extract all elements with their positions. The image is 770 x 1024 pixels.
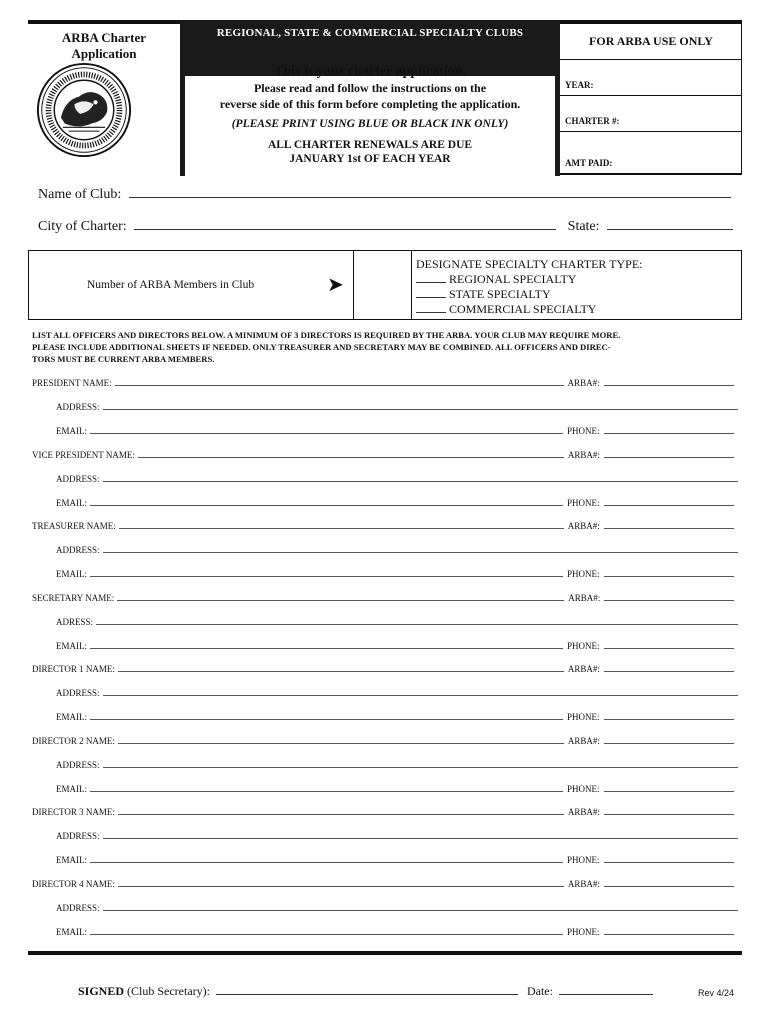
officer-address-field[interactable] xyxy=(103,474,738,482)
officer-address-row xyxy=(56,688,742,698)
officer-name-label: SECRETARY NAME: xyxy=(32,592,115,603)
officer-email-row xyxy=(56,498,742,508)
arba-seal-logo xyxy=(36,62,132,158)
officer-name-label: DIRECTOR 4 NAME: xyxy=(32,878,115,889)
signed-label: SIGNED xyxy=(78,984,125,998)
officer-phone-field[interactable] xyxy=(604,712,734,720)
officer-address-label: ADDRESS: xyxy=(56,902,100,913)
officer-email-label: EMAIL: xyxy=(56,712,87,722)
state-field[interactable] xyxy=(607,218,733,230)
state-check-line[interactable] xyxy=(416,288,446,298)
city-field[interactable] xyxy=(134,218,556,230)
officer-phone-label: PHONE: xyxy=(567,712,600,722)
officer-email-field[interactable] xyxy=(90,426,563,434)
officer-name-field[interactable] xyxy=(118,664,564,672)
officer-email-field[interactable] xyxy=(90,498,563,506)
officer-arba-label: ARBA#: xyxy=(567,521,600,531)
officer-arba-label: ARBA#: xyxy=(568,592,601,603)
officer-address-field[interactable] xyxy=(103,760,738,768)
year-field[interactable]: YEAR: xyxy=(560,60,742,96)
officer-arba-field[interactable] xyxy=(604,521,734,529)
commercial-check-line[interactable] xyxy=(416,303,446,313)
officer-address-field[interactable] xyxy=(96,617,738,625)
officer-arba-field[interactable] xyxy=(604,378,734,386)
officer-name-row xyxy=(32,521,742,531)
officer-name-row xyxy=(32,807,742,817)
officer-phone-label: PHONE: xyxy=(567,783,600,794)
officer-arba-field[interactable] xyxy=(604,807,734,815)
officer-arba-label: ARBA#: xyxy=(567,878,600,889)
date-label: Date: xyxy=(526,984,553,998)
officer-name-field[interactable] xyxy=(115,378,564,386)
instruction-line: TORS MUST BE CURRENT ARBA MEMBERS. xyxy=(32,354,215,364)
officer-address-label: ADDRESS: xyxy=(56,831,100,841)
officer-email-field[interactable] xyxy=(90,927,563,935)
officer-email-label: EMAIL: xyxy=(56,926,87,937)
officer-arba-field[interactable] xyxy=(604,593,734,601)
notice-line: reverse side of this form before completing the application. xyxy=(219,97,521,111)
charter-type-option-commercial[interactable] xyxy=(416,302,643,317)
officer-name-row xyxy=(32,593,742,603)
officer-phone-field[interactable] xyxy=(604,927,734,935)
signature-row xyxy=(78,983,653,999)
officer-email-label: EMAIL: xyxy=(56,426,87,436)
officer-address-row xyxy=(56,760,742,770)
officer-email-row xyxy=(56,569,742,579)
officer-email-label: EMAIL: xyxy=(56,783,87,794)
officer-email-label: EMAIL: xyxy=(56,855,87,865)
officer-arba-field[interactable] xyxy=(604,450,734,458)
renewal-notice: ALL CHARTER RENEWALS ARE DUE xyxy=(267,139,473,151)
signed-suffix: (Club Secretary): xyxy=(127,984,210,998)
officer-name-field[interactable] xyxy=(118,879,564,887)
clubs-banner: REGIONAL, STATE & COMMERCIAL SPECIALTY CLUBS xyxy=(216,27,524,39)
ink-instruction: (PLEASE PRINT USING BLUE OR BLACK INK ONLY) xyxy=(231,118,509,130)
officer-email-field[interactable] xyxy=(90,641,563,649)
officer-phone-label: PHONE: xyxy=(567,855,600,865)
officer-name-label: DIRECTOR 3 NAME: xyxy=(32,807,115,817)
officer-address-label: ADDRESS: xyxy=(56,759,100,770)
officer-phone-label: PHONE: xyxy=(567,640,600,651)
charter-number-field[interactable]: CHARTER #: xyxy=(560,96,742,132)
officer-email-row xyxy=(56,712,742,722)
officer-address-field[interactable] xyxy=(103,688,738,696)
option-label: STATE SPECIALTY xyxy=(449,287,551,301)
officer-email-row xyxy=(56,855,742,865)
instruction-line: PLEASE INCLUDE ADDITIONAL SHEETS IF NEEDED. ONLY TREASURER AND SECRETARY MAY BE COMBINED. ALL OFFICERS AND DIREC- xyxy=(32,342,611,352)
officer-name-row xyxy=(32,450,742,460)
officer-email-field[interactable] xyxy=(90,712,563,720)
officer-name-label: DIRECTOR 1 NAME: xyxy=(32,664,115,674)
revision-label: Rev 4/24 xyxy=(698,988,735,998)
officer-name-field[interactable] xyxy=(118,807,564,815)
option-label: REGIONAL SPECIALTY xyxy=(449,272,577,286)
officer-email-label: EMAIL: xyxy=(56,569,87,579)
officer-address-field[interactable] xyxy=(103,903,738,911)
officer-address-row xyxy=(56,402,742,412)
officer-email-row xyxy=(56,927,742,937)
form-title-line1: ARBA Charter xyxy=(61,30,147,45)
officer-name-row xyxy=(32,879,742,889)
state-label: State: xyxy=(567,219,600,234)
officer-address-field[interactable] xyxy=(103,831,738,839)
officer-name-row xyxy=(32,736,742,746)
officer-name-label: TREASURER NAME: xyxy=(32,521,116,531)
notice-line: Please read and follow the instructions on the xyxy=(253,81,487,95)
regional-check-line[interactable] xyxy=(416,273,446,283)
option-label: COMMERCIAL SPECIALTY xyxy=(449,302,597,316)
members-count-field[interactable] xyxy=(354,251,412,319)
club-name-row xyxy=(38,186,731,203)
officer-phone-field[interactable] xyxy=(604,855,734,863)
charter-type-section xyxy=(416,257,643,317)
officer-name-label: VICE PRESIDENT NAME: xyxy=(32,449,135,460)
officer-phone-field[interactable] xyxy=(604,498,734,506)
officer-phone-field[interactable] xyxy=(604,641,734,649)
officer-address-field[interactable] xyxy=(103,545,738,553)
officer-address-row xyxy=(56,474,742,484)
officer-name-field[interactable] xyxy=(117,593,564,601)
officer-address-row xyxy=(56,545,742,555)
officer-instructions xyxy=(32,329,742,365)
club-name-label: Name of Club: xyxy=(38,187,122,202)
officer-phone-label: PHONE: xyxy=(567,569,600,579)
form-title-line2: Application xyxy=(71,46,137,61)
office-use-title: FOR ARBA USE ONLY xyxy=(560,24,742,60)
officer-address-label: ADDRESS: xyxy=(56,473,100,484)
officer-arba-field[interactable] xyxy=(604,736,734,744)
officer-address-label: ADDRESS: xyxy=(56,402,100,412)
officer-phone-field[interactable] xyxy=(604,784,734,792)
date-field[interactable] xyxy=(559,983,653,995)
officer-email-row xyxy=(56,641,742,651)
officer-arba-field[interactable] xyxy=(604,879,734,887)
officer-email-field[interactable] xyxy=(90,784,563,792)
officer-address-label: ADDRESS: xyxy=(56,688,100,698)
renewal-date: JANUARY 1st OF EACH YEAR xyxy=(289,153,451,165)
officer-email-field[interactable] xyxy=(90,569,563,577)
officer-arba-label: ARBA#: xyxy=(567,449,600,460)
amount-paid-field[interactable]: AMT PAID: xyxy=(565,158,613,168)
officer-email-row xyxy=(56,426,742,436)
officer-email-label: EMAIL: xyxy=(56,640,87,651)
officer-name-label: PRESIDENT NAME: xyxy=(32,378,112,388)
officer-address-label: ADDRESS: xyxy=(56,545,100,555)
officer-arba-label: ARBA#: xyxy=(567,807,600,817)
notice-heading: This is your charter application. xyxy=(273,64,466,79)
office-use-box xyxy=(560,24,742,175)
officer-address-row xyxy=(56,617,742,627)
officer-name-row xyxy=(32,664,742,674)
charter-type-title: DESIGNATE SPECIALTY CHARTER TYPE: xyxy=(416,257,643,271)
officer-phone-label: PHONE: xyxy=(567,426,600,436)
officer-address-row xyxy=(56,903,742,913)
signature-field[interactable] xyxy=(216,983,518,995)
club-name-field[interactable] xyxy=(129,186,731,198)
city-row xyxy=(38,218,733,235)
officer-name-field[interactable] xyxy=(119,521,564,529)
city-label: City of Charter: xyxy=(38,219,127,234)
members-label-cell xyxy=(29,251,354,319)
officer-arba-label: ARBA#: xyxy=(567,378,600,388)
officer-phone-label: PHONE: xyxy=(567,497,600,508)
officer-email-label: EMAIL: xyxy=(56,497,87,508)
officer-name-field[interactable] xyxy=(118,736,564,744)
form-title xyxy=(28,30,180,62)
officer-address-label: ADRESS: xyxy=(56,616,94,627)
notice-text xyxy=(180,63,560,166)
arrow-right-icon: ➤ xyxy=(327,274,344,296)
officer-email-row xyxy=(56,784,742,794)
officer-address-row xyxy=(56,831,742,841)
officer-email-field[interactable] xyxy=(90,855,563,863)
officer-phone-field[interactable] xyxy=(604,426,734,434)
officer-phone-field[interactable] xyxy=(604,569,734,577)
officer-arba-label: ARBA#: xyxy=(567,664,600,674)
officer-name-label: DIRECTOR 2 NAME: xyxy=(32,735,115,746)
officer-name-field[interactable] xyxy=(138,450,564,458)
charter-type-option-state[interactable] xyxy=(416,287,643,302)
officer-address-field[interactable] xyxy=(103,402,738,410)
instruction-line: LIST ALL OFFICERS AND DIRECTORS BELOW. A MINIMUM OF 3 DIRECTORS IS REQUIRED BY THE ARBA. YOUR CLUB MAY REQUIRE MORE. xyxy=(32,330,621,340)
officer-phone-label: PHONE: xyxy=(567,926,600,937)
officer-arba-label: ARBA#: xyxy=(567,735,600,746)
charter-type-option-regional[interactable] xyxy=(416,272,643,287)
officer-name-row xyxy=(32,378,742,388)
footer-rule xyxy=(28,951,742,955)
members-label: Number of ARBA Members in Club xyxy=(87,279,255,291)
officer-arba-field[interactable] xyxy=(604,664,734,672)
